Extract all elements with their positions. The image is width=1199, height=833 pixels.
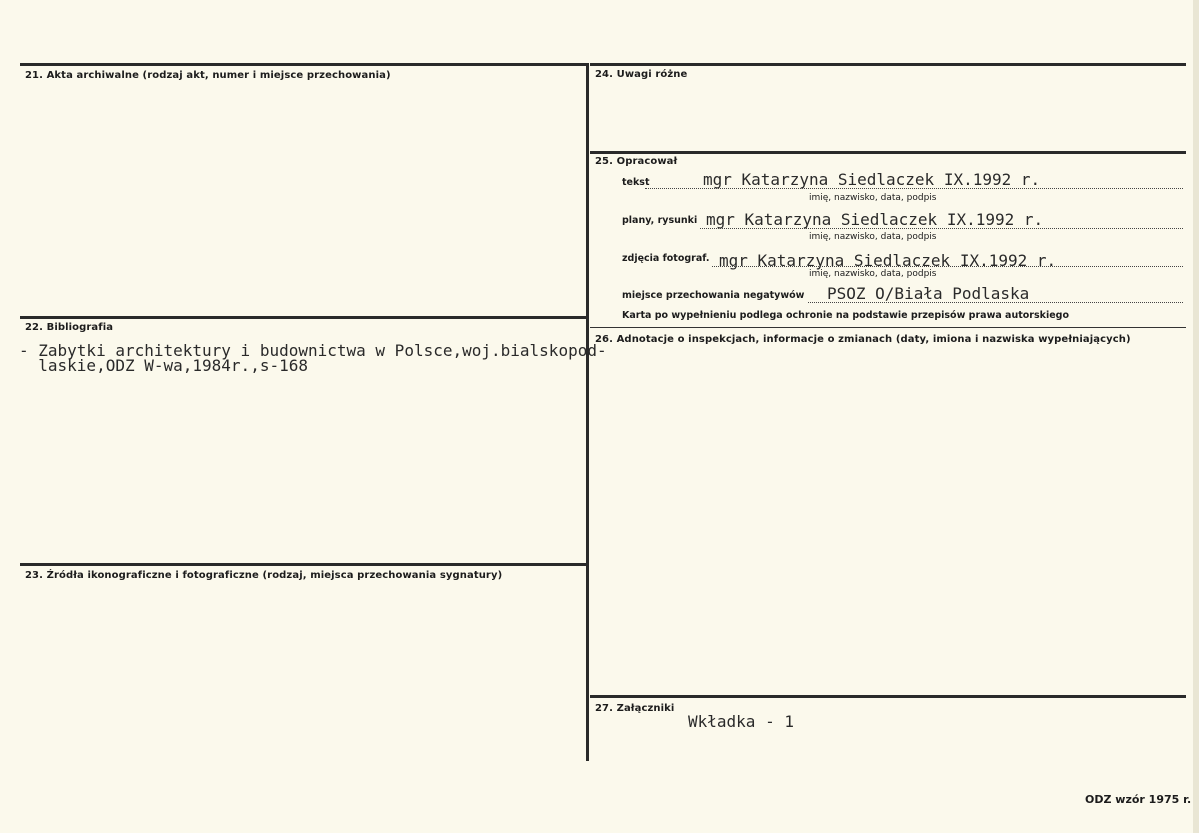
rule-25 — [590, 151, 1186, 154]
zdjecia-label: zdjęcia fotograf. — [622, 253, 710, 264]
top-rule-right — [590, 63, 1186, 66]
negatywy-label: miejsce przechowania negatywów — [622, 290, 805, 301]
zdjecia-dotted-line — [712, 266, 1183, 267]
zdjecia-caption: imię, nazwisko, data, podpis — [809, 269, 937, 279]
negatywy-value: PSOZ O/Biała Podlaska — [827, 284, 1030, 303]
rule-26 — [590, 327, 1186, 328]
plany-label: plany, rysunki — [622, 215, 698, 226]
rule-22 — [20, 316, 586, 319]
section-21-label: 21. Akta archiwalne (rodzaj akt, numer i miejsce przechowania) — [25, 70, 391, 81]
copyright-note: Karta po wypełnieniu podlega ochronie na podstawie przepisów prawa autorskiego — [622, 310, 1069, 321]
form-footer: ODZ wzór 1975 r. — [1085, 793, 1192, 806]
section-24-label: 24. Uwagi różne — [595, 69, 688, 80]
bibliography-line-2: laskie,ODZ W-wa,1984r.,s-168 — [19, 356, 308, 375]
tekst-value: mgr Katarzyna Siedlaczek IX.1992 r. — [703, 170, 1041, 189]
top-rule-left — [20, 63, 586, 66]
section-27-label: 27. Załączniki — [595, 703, 675, 714]
card-edge — [1193, 0, 1199, 833]
attachments-value: Wkładka - 1 — [688, 712, 794, 731]
section-23-label: 23. Źródła ikonograficzne i fotograficzne (rodzaj, miejsca przechowania sygnatury) — [25, 570, 503, 581]
rule-23 — [20, 563, 586, 566]
negatywy-dotted-line — [808, 302, 1183, 303]
rule-27 — [590, 695, 1186, 698]
tekst-dotted-line — [645, 188, 1183, 189]
section-22-label: 22. Bibliografia — [25, 322, 114, 333]
plany-value: mgr Katarzyna Siedlaczek IX.1992 r. — [706, 210, 1044, 229]
zdjecia-value: mgr Katarzyna Siedlaczek IX.1992 r. — [719, 251, 1057, 270]
section-26-label: 26. Adnotacje o inspekcjach, informacje o zmianach (daty, imiona i nazwiska wypełniających) — [595, 334, 1131, 345]
plany-caption: imię, nazwisko, data, podpis — [809, 232, 937, 242]
bibliography-line-1: - Zabytki architektury i budownictwa w Polsce,woj.bialskopod- — [19, 341, 607, 360]
plany-dotted-line — [700, 228, 1183, 229]
section-25-label: 25. Opracował — [595, 156, 678, 167]
center-divider — [586, 63, 589, 761]
tekst-label: tekst — [622, 177, 650, 188]
tekst-caption: imię, nazwisko, data, podpis — [809, 193, 937, 203]
